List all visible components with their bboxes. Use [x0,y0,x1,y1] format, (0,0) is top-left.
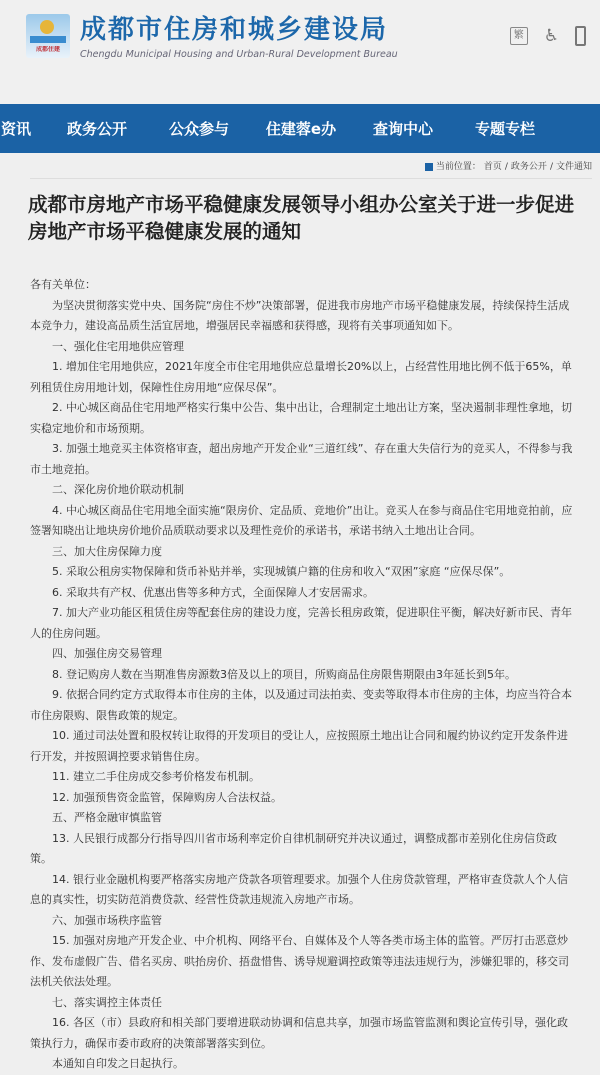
site-subtitle: Chengdu Municipal Housing and Urban-Rural Development Bureau [80,49,398,60]
article-title: 成都市房地产市场平稳健康发展领导小组办公室关于进一步促进房地产市场平稳健康发展的通知 [28,193,575,243]
article-paragraph: 五、严格金融审慎监管 [52,811,162,824]
breadcrumb-government-affairs[interactable]: 政务公开 [510,162,547,172]
nav-item-government-affairs[interactable]: 政务公开 [66,119,127,138]
article-paragraph: 一、强化住宅用地供应管理 [52,339,184,353]
article-paragraph: 9. 依据合同约定方式取得本市住房的主体，以及通过司法拍卖、变卖等取得本市住房的主体，均应当符合本市住房限购、限售政策的规定。 [30,688,572,722]
nav-item-e-service[interactable]: 住建蓉e办 [265,119,337,138]
breadcrumb-home[interactable]: 首页 [483,162,502,172]
bureau-logo[interactable]: 成都住建 [26,14,70,58]
article-paragraph: 六、加强市场秩序监管 [52,913,162,927]
article-paragraph: 为坚决贯彻落实党中央、国务院“房住不炒”决策部署，促进我市房地产市场平稳健康发展，持续保持生活成本竞争力，建设高品质生活宜居地，增强居民幸福感和获得感，现将有关事项通知如下。 [30,298,570,332]
nav-item-public-participation[interactable]: 公众参与 [168,119,229,138]
accessibility-icon[interactable]: ♿ [543,26,559,46]
article-paragraph: 3. 加强土地竞买主体资格审查，超出房地产开发企业“三道红线”、存在重大失信行为的竞买人，不得参与我市土地竞拍。 [30,442,573,476]
article-paragraph: 6. 采取共有产权、优惠出售等多种方式，全面保障人才安居需求。 [52,585,374,599]
article-paragraph: 11. 建立二手住房成交参考价格发布机制。 [52,770,260,783]
breadcrumb-notices[interactable]: 文件通知 [555,162,592,172]
article-paragraph: 本通知自印发之日起执行。 [52,1057,184,1070]
article-paragraph: 13. 人民银行成都分行指导四川省市场利率定价自律机制研究并决议通过，调整成都市差别化住房信贷政策。 [30,831,557,865]
article-paragraph: 1. 增加住宅用地供应，2021年度全市住宅用地供应总量增长20%以上，占经营性用地比例不低于65%，单列租赁住房用地计划，保障性住房用地“应保尽保”。 [30,360,572,394]
article-paragraph: 14. 银行业金融机构要严格落实房地产贷款各项管理要求。加强个人住房贷款管理，严格审查贷款人个人信息的真实性，切实防范消费贷款、经营性贷款违规流入房地产市场。 [30,872,568,906]
mobile-icon[interactable] [575,26,586,46]
site-header [0,0,600,104]
breadcrumb-row [30,153,592,179]
breadcrumb: 当前位置： 首页 / 政务公开 / 文件通知 [425,161,592,173]
header-tools [510,26,586,46]
traditional-chinese-icon[interactable]: 繁 [510,27,528,45]
article-paragraph: 8. 登记购房人数在当期准售房源数3倍及以上的项目，所购商品住房限售期限由3年延长到5年。 [52,667,516,681]
salutation: 各有关单位： [30,278,96,291]
nav-item-query-center[interactable]: 查询中心 [372,119,433,138]
location-marker-icon [425,163,433,171]
article-paragraph: 4. 中心城区商品住宅用地全面实施“限房价、定品质、竞地价”出让。竞买人在参与商品住宅用地竞拍前，应签署知晓出让地块房价地价品质联动要求以及理性竞价的承诺书，承诺书纳入土地出让合同。 [30,503,573,537]
nav-item-news[interactable]: 资讯 [0,119,31,138]
article-paragraph: 七、落实调控主体责任 [52,995,162,1009]
site-title: 成都市住房和城乡建设局 [80,15,389,45]
article-paragraph: 12. 加强预售资金监管，保障购房人合法权益。 [52,790,282,804]
article-paragraph: 15. 加强对房地产开发企业、中介机构、网络平台、自媒体及个人等各类市场主体的监管。严厉打击恶意炒作、发布虚假广告、借名买房、哄抬房价、捂盘惜售、诱导规避调控政策等违法违规行为，涉嫌犯罪的，移交司法机关依法处理。 [30,934,569,988]
site-titles [80,14,510,61]
article-paragraph: 四、加强住房交易管理 [52,647,162,660]
main-nav [0,104,600,153]
nav-item-special-topics[interactable]: 专题专栏 [474,119,535,138]
article-paragraph: 16. 各区（市）县政府和相关部门要增进联动协调和信息共享，加强市场监管监测和舆论宣传引导，强化政策执行力，确保市委市政府的决策部署落实到位。 [30,1016,568,1050]
article-paragraph: 5. 采取公租房实物保障和货币补贴并举，实现城镇户籍的住房和收入“双困”家庭 “应保尽保”。 [52,565,511,578]
article-paragraph: 三、加大住房保障力度 [52,544,162,558]
article-paragraph: 二、深化房价地价联动机制 [52,483,184,496]
article-body [30,275,576,1075]
article-paragraph: 10. 通过司法处置和股权转让取得的开发项目的受让人，应按照原土地出让合同和履约协议约定开发条件进行开发，并按照调控要求销售住房。 [30,729,568,763]
article-paragraph: 7. 加大产业功能区租赁住房等配套住房的建设力度，完善长租房政策，促进职住平衡，解决好新市民、青年人的住房问题。 [30,606,572,640]
article-paragraph: 2. 中心城区商品住宅用地严格实行集中公告、集中出让，合理制定土地出让方案，坚决遏制非理性拿地，切实稳定地价和市场预期。 [30,401,572,435]
